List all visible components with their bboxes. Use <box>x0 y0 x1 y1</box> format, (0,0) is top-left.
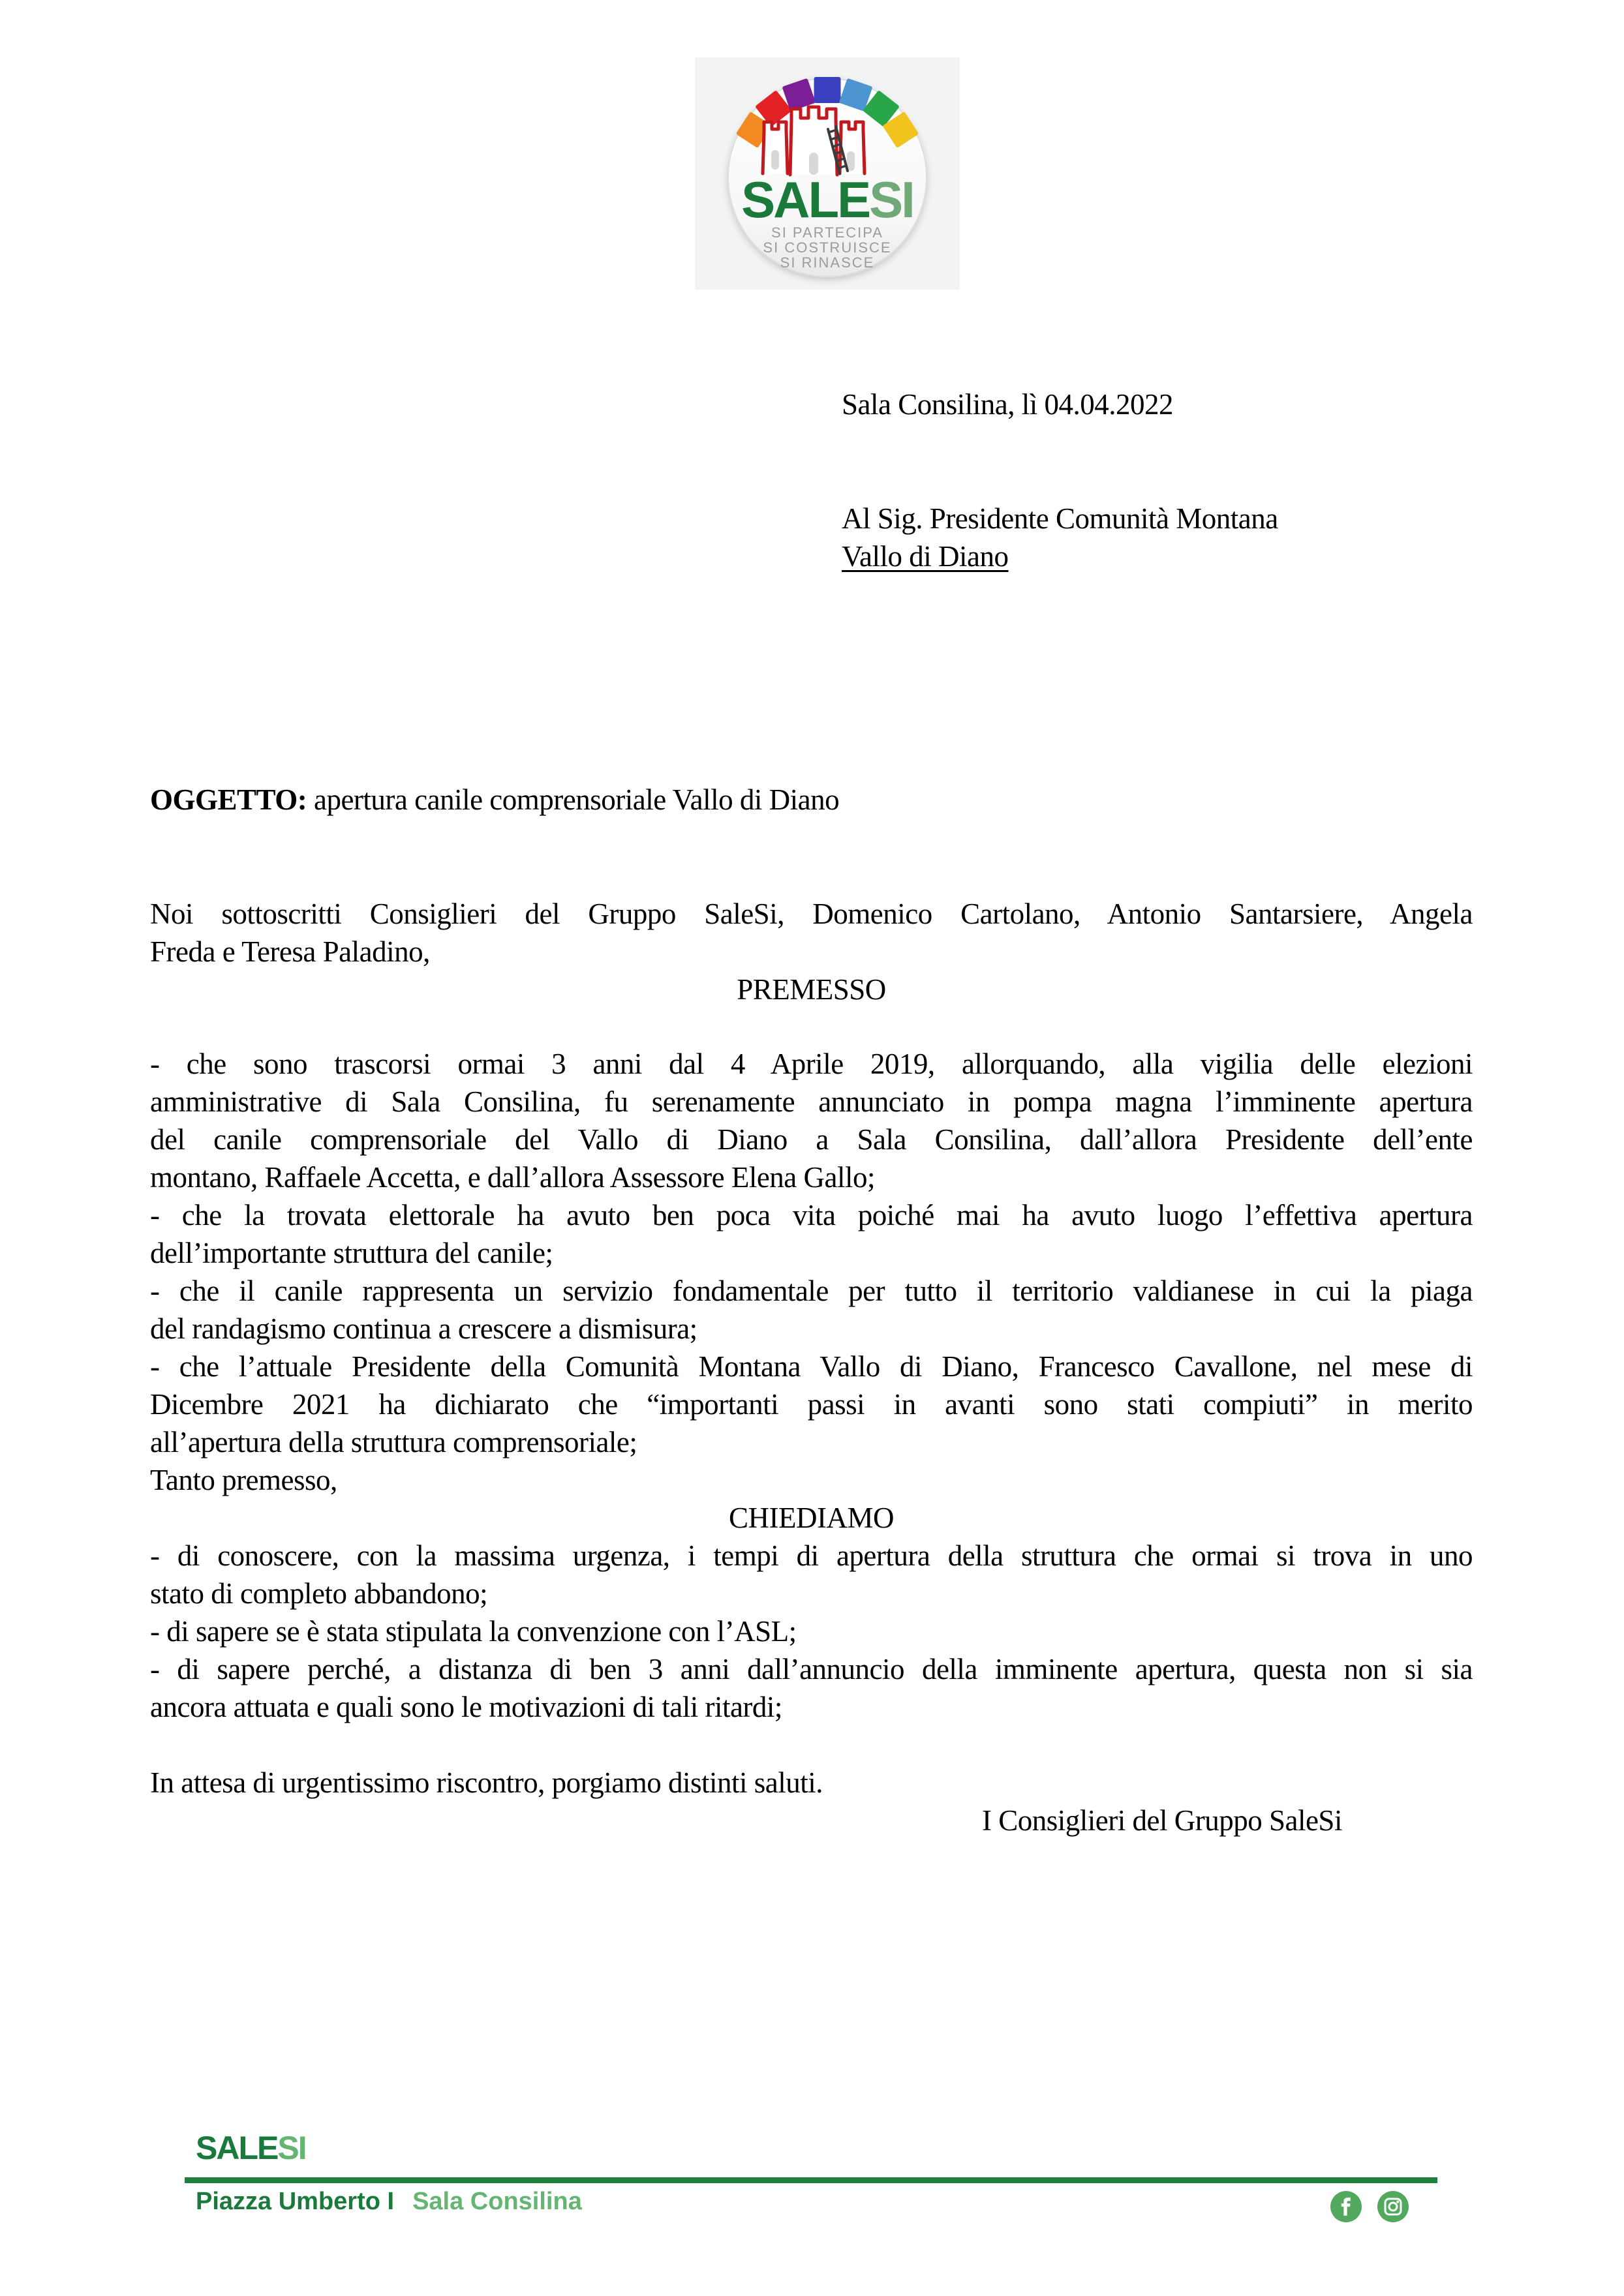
intro-line: Freda e Teresa Paladino, <box>150 935 430 968</box>
logo-tagline-line1: SI PARTECIPA <box>771 224 883 241</box>
chiediamo-request-1 <box>150 1537 1473 1612</box>
footer-wordmark-si: SI <box>277 2130 306 2166</box>
recipient-line1: Al Sig. Presidente Comunità Montana <box>842 502 1278 535</box>
premesso-bullet-4 <box>150 1348 1473 1461</box>
logo-wordmark-sale: SALE <box>741 171 870 228</box>
bullet-line: - che l’attuale Presidente della Comunità Montana Vallo di Diano, Francesco Cavallone, nel mese di <box>150 1350 1473 1383</box>
subject-label: OGGETTO: <box>150 783 307 816</box>
chiediamo-request-2: - di sapere se è stata stipulata la convenzione con l’ASL; <box>150 1615 797 1648</box>
intro-paragraph <box>150 895 1473 971</box>
logo-tagline-line3: SI RINASCE <box>780 254 875 271</box>
bullet-line: del canile comprensoriale del Vallo di Diano a Sala Consilina, dall’allora Presidente dell’ente <box>150 1123 1473 1156</box>
bullet-line: dell’importante struttura del canile; <box>150 1237 553 1269</box>
request-line: ancora attuata e quali sono le motivazioni di tali ritardi; <box>150 1691 782 1723</box>
facebook-icon[interactable] <box>1330 2191 1362 2222</box>
logo-tagline-line2: SI COSTRUISCE <box>763 239 892 256</box>
subject-text: apertura canile comprensoriale Vallo di Diano <box>307 783 840 816</box>
closing-line: In attesa di urgentissimo riscontro, porgiamo distinti saluti. <box>150 1766 823 1799</box>
tanto-premesso-line: Tanto premesso, <box>150 1464 337 1496</box>
footer-address-primary: Piazza Umberto I <box>196 2188 395 2215</box>
footer-wordmark <box>196 2132 306 2164</box>
bullet-line: all’apertura della struttura comprensoriale; <box>150 1426 637 1458</box>
logo-wordmark-si: SI <box>869 171 913 228</box>
footer-wordmark-sale: SALE <box>196 2130 278 2166</box>
bullet-line: - che la trovata elettorale ha avuto ben poca vita poiché mai ha avuto luogo l’effettiva apertura <box>150 1199 1473 1231</box>
chiediamo-heading: CHIEDIAMO <box>729 1502 894 1534</box>
premesso-bullet-2 <box>150 1196 1473 1272</box>
bullet-line: - che il canile rappresenta un servizio fondamentale per tutto il territorio valdianese in cui la piaga <box>150 1275 1473 1307</box>
recipient-block <box>150 500 1473 575</box>
dateline: Sala Consilina, lì 04.04.2022 <box>842 388 1173 421</box>
premesso-bullet-1 <box>150 1045 1473 1196</box>
letter-body <box>150 0 1473 1839</box>
bullet-line: del randagismo continua a crescere a dismisura; <box>150 1312 697 1345</box>
request-line: - di conoscere, con la massima urgenza, i tempi di apertura della struttura che ormai si trova in uno <box>150 1539 1473 1572</box>
facebook-glyph <box>1330 2191 1362 2222</box>
recipient-line2: Vallo di Diano <box>842 540 1009 573</box>
request-line: - di sapere perché, a distanza di ben 3 anni dall’annuncio della imminente apertura, questa non si sia <box>150 1653 1473 1685</box>
instagram-glyph <box>1377 2191 1409 2222</box>
premesso-heading: PREMESSO <box>737 973 886 1006</box>
bullet-line: Dicembre 2021 ha dichiarato che “importanti passi in avanti sono stati compiuti” in merito <box>150 1388 1473 1421</box>
footer-address <box>196 2189 582 2214</box>
signature-line: I Consiglieri del Gruppo SaleSi <box>982 1804 1342 1837</box>
intro-line: Noi sottoscritti Consiglieri del Gruppo SaleSi, Domenico Cartolano, Antonio Santarsiere, Angela <box>150 898 1473 930</box>
bullet-line: amministrative di Sala Consilina, fu serenamente annunciato in pompa magna l’imminente apertura <box>150 1085 1473 1118</box>
request-line: stato di completo abbandono; <box>150 1577 488 1610</box>
instagram-icon[interactable] <box>1377 2191 1409 2222</box>
footer-address-secondary: Sala Consilina <box>412 2188 582 2215</box>
bullet-line: - che sono trascorsi ormai 3 anni dal 4 Aprile 2019, allorquando, alla vigilia delle elezioni <box>150 1048 1473 1080</box>
footer-divider-rule <box>185 2177 1437 2183</box>
premesso-bullet-3 <box>150 1272 1473 1348</box>
bullet-line: montano, Raffaele Accetta, e dall’allora Assessore Elena Gallo; <box>150 1161 875 1194</box>
subject-line <box>150 781 1473 819</box>
chiediamo-request-3 <box>150 1650 1473 1726</box>
